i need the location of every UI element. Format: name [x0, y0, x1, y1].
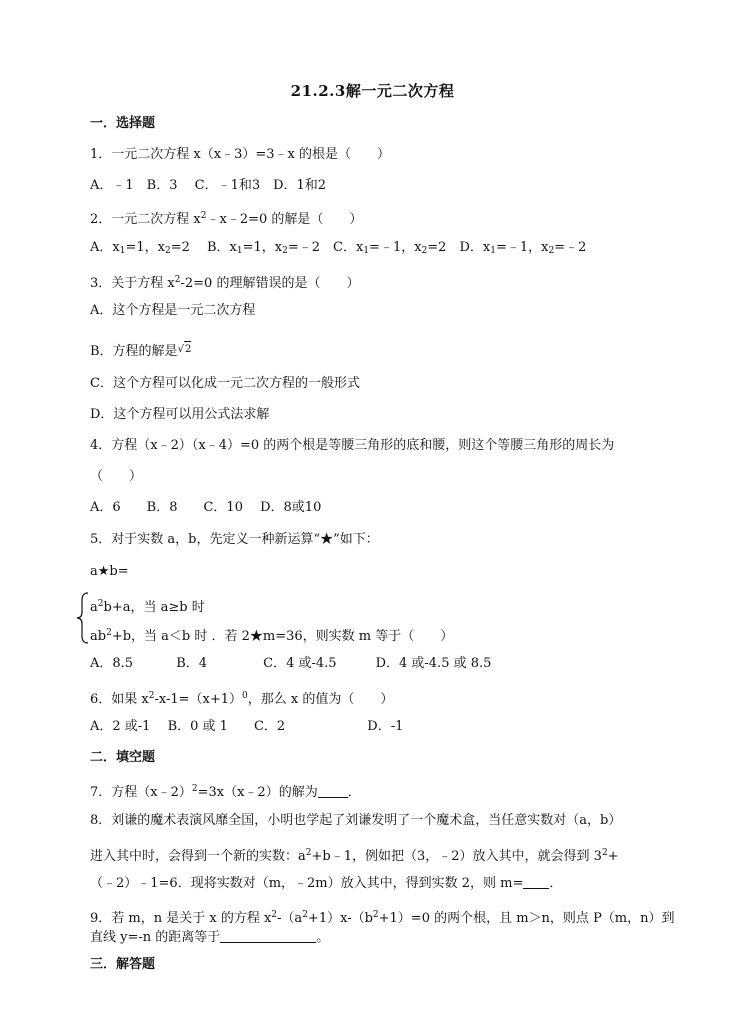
question-5-options: A．8.5 B．4 C．4 或-4.5 D．4 或-4.5 或 8.5	[90, 656, 492, 671]
question-4-paren: （ ）	[90, 469, 143, 484]
section-heading-fill: 二．填空题	[90, 750, 156, 765]
page-title: 21.2.3解一元二次方程	[290, 82, 455, 100]
question-5-stem: 5．对于实数 a，b，先定义一种新运算“★”如下：	[90, 532, 379, 547]
question-4-stem: 4．方程（x﹣2）（x﹣4）=0 的两个根是等腰三角形的底和腰，则这个等腰三角形的周长为	[90, 438, 615, 453]
question-3-option-b: B．方程的解是√2	[90, 341, 191, 360]
question-5-case-2: $ab^2+b$，当 a＜b 时 ．若 2★m=36，则实数 m 等于（ ）	[90, 628, 454, 644]
question-7: 7．方程（x﹣2）$^2$=3x（x﹣2）的解为 ．	[90, 784, 361, 800]
question-9-line-1: 9．若 m，n 是关于 x 的方程 $x^2-(a^2+1)x-(b^2+1)=0$ 的两个根，且 m＞n，则点 P（m，n）到	[90, 910, 675, 926]
question-3-option-d: D．这个方程可以用公式法求解	[90, 407, 270, 422]
answer-blank[interactable]	[523, 876, 549, 889]
piecewise-brace-icon	[76, 592, 90, 644]
answer-blank[interactable]	[220, 930, 316, 943]
question-4-options: A．6 B．8 C．10 D．8或10	[90, 500, 322, 515]
question-3-option-a: A．这个方程是一元二次方程	[90, 303, 256, 318]
question-6-stem: 6．如果 $x^2-x-1=(x+1)^0$，那么 x 的值为（ ）	[90, 691, 394, 707]
question-5-definition: a★b=	[90, 564, 129, 579]
sqrt-two: √2	[178, 341, 192, 358]
section-heading-answer: 三．解答题	[90, 957, 156, 972]
question-8-line-2: 进入其中时，会得到一个新的实数：$a^2+b﹣1$，例如把（3，﹣2）放入其中，就会得到 $3^2+$	[90, 848, 619, 864]
question-9-line-2: 直线 y=-n 的距离等于 。	[90, 930, 330, 945]
question-2-options: A．$x_1=1$，$x_2=2$ B．$x_1=1$，$x_2=﹣2$ C．$x_1=﹣1$，$x_2=2$ D．$x_1=﹣1$，$x_2=﹣2$	[90, 240, 587, 256]
section-heading-choice: 一．选择题	[90, 116, 156, 131]
question-3-stem: 3．关于方程 $x^2-2=0$ 的理解错误的是（ ）	[90, 275, 360, 291]
question-1-stem: 1．一元二次方程 x（x﹣3）=3﹣x 的根是（ ）	[90, 147, 390, 162]
question-8-line-1: 8．刘谦的魔术表演风靡全国，小明也学起了刘谦发明了一个魔术盒，当任意实数对（a，b）	[90, 813, 622, 828]
question-5-case-1: $a^2b+a$，当 a≥b 时	[90, 599, 205, 615]
answer-blank[interactable]	[318, 785, 348, 798]
question-3-option-c: C．这个方程可以化成一元二次方程的一般形式	[90, 376, 360, 391]
question-1-options: A．﹣1 B．3 C．﹣1和3 D．1和2	[90, 178, 327, 193]
question-8-line-3: （﹣2）﹣1=6．现将实数对（m，﹣2m）放入其中，得到实数 2，则 m= ．	[90, 876, 563, 891]
question-6-options: A．2 或-1 B．0 或 1 C．2 D．-1	[90, 719, 404, 734]
question-2-stem: 2．一元二次方程 $x^2﹣x﹣2=0$ 的解是（ ）	[90, 211, 363, 227]
